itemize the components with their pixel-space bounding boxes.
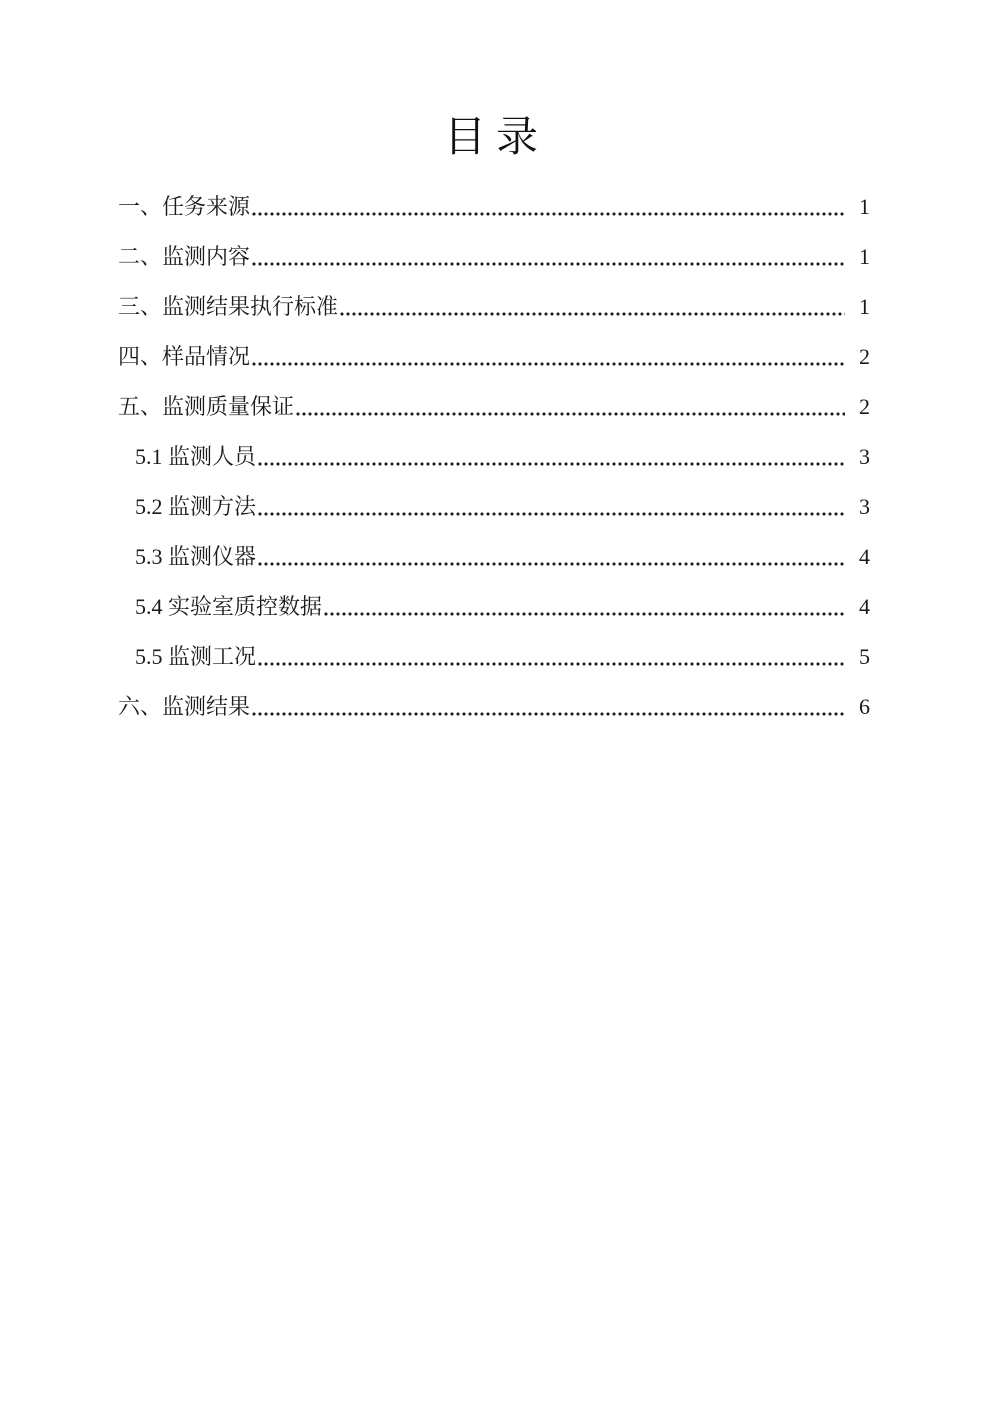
table-of-contents	[118, 192, 870, 722]
toc-entry-label: 五、监测质量保证	[118, 394, 295, 419]
dot-leader	[252, 262, 845, 266]
toc-entry-label: 四、样品情况	[118, 344, 251, 369]
dot-leader	[252, 712, 845, 716]
toc-entry-page: 4	[859, 544, 870, 569]
dot-leader	[258, 462, 845, 466]
toc-entry[interactable]	[118, 192, 870, 222]
dot-leader	[340, 312, 845, 316]
toc-entry-page: 2	[859, 394, 870, 419]
toc-entry[interactable]	[118, 242, 870, 272]
toc-entry[interactable]	[118, 442, 870, 472]
dot-leader	[296, 412, 845, 416]
dot-leader	[258, 562, 845, 566]
dot-leader	[324, 612, 845, 616]
toc-entry-label: 5.2 监测方法	[135, 494, 257, 519]
toc-entry-label: 5.4 实验室质控数据	[135, 594, 323, 619]
toc-entry-page: 5	[859, 644, 870, 669]
toc-entry[interactable]	[118, 492, 870, 522]
page-title: 目录	[443, 115, 548, 161]
toc-entry-page: 1	[859, 244, 870, 269]
toc-entry-page: 2	[859, 344, 870, 369]
toc-entry-label: 二、监测内容	[118, 244, 251, 269]
toc-entry[interactable]	[118, 542, 870, 572]
toc-entry-label: 5.1 监测人员	[135, 444, 257, 469]
toc-entry[interactable]	[118, 392, 870, 422]
toc-entry-page: 4	[859, 594, 870, 619]
toc-entry-label: 三、监测结果执行标准	[118, 294, 339, 319]
toc-entry-label: 5.5 监测工况	[135, 644, 257, 669]
toc-entry[interactable]	[118, 592, 870, 622]
toc-entry-page: 3	[859, 494, 870, 519]
toc-entry[interactable]	[118, 342, 870, 372]
toc-entry-label: 六、监测结果	[118, 694, 251, 719]
dot-leader	[252, 362, 845, 366]
dot-leader	[252, 212, 845, 216]
toc-entry-label: 一、任务来源	[118, 194, 251, 219]
dot-leader	[258, 662, 845, 666]
toc-entry[interactable]	[118, 692, 870, 722]
toc-entry-page: 1	[859, 194, 870, 219]
toc-entry-page: 6	[859, 694, 870, 719]
toc-entry[interactable]	[118, 292, 870, 322]
toc-entry[interactable]	[118, 642, 870, 672]
dot-leader	[258, 512, 845, 516]
toc-entry-page: 3	[859, 444, 870, 469]
toc-entry-page: 1	[859, 294, 870, 319]
toc-entry-label: 5.3 监测仪器	[135, 544, 257, 569]
